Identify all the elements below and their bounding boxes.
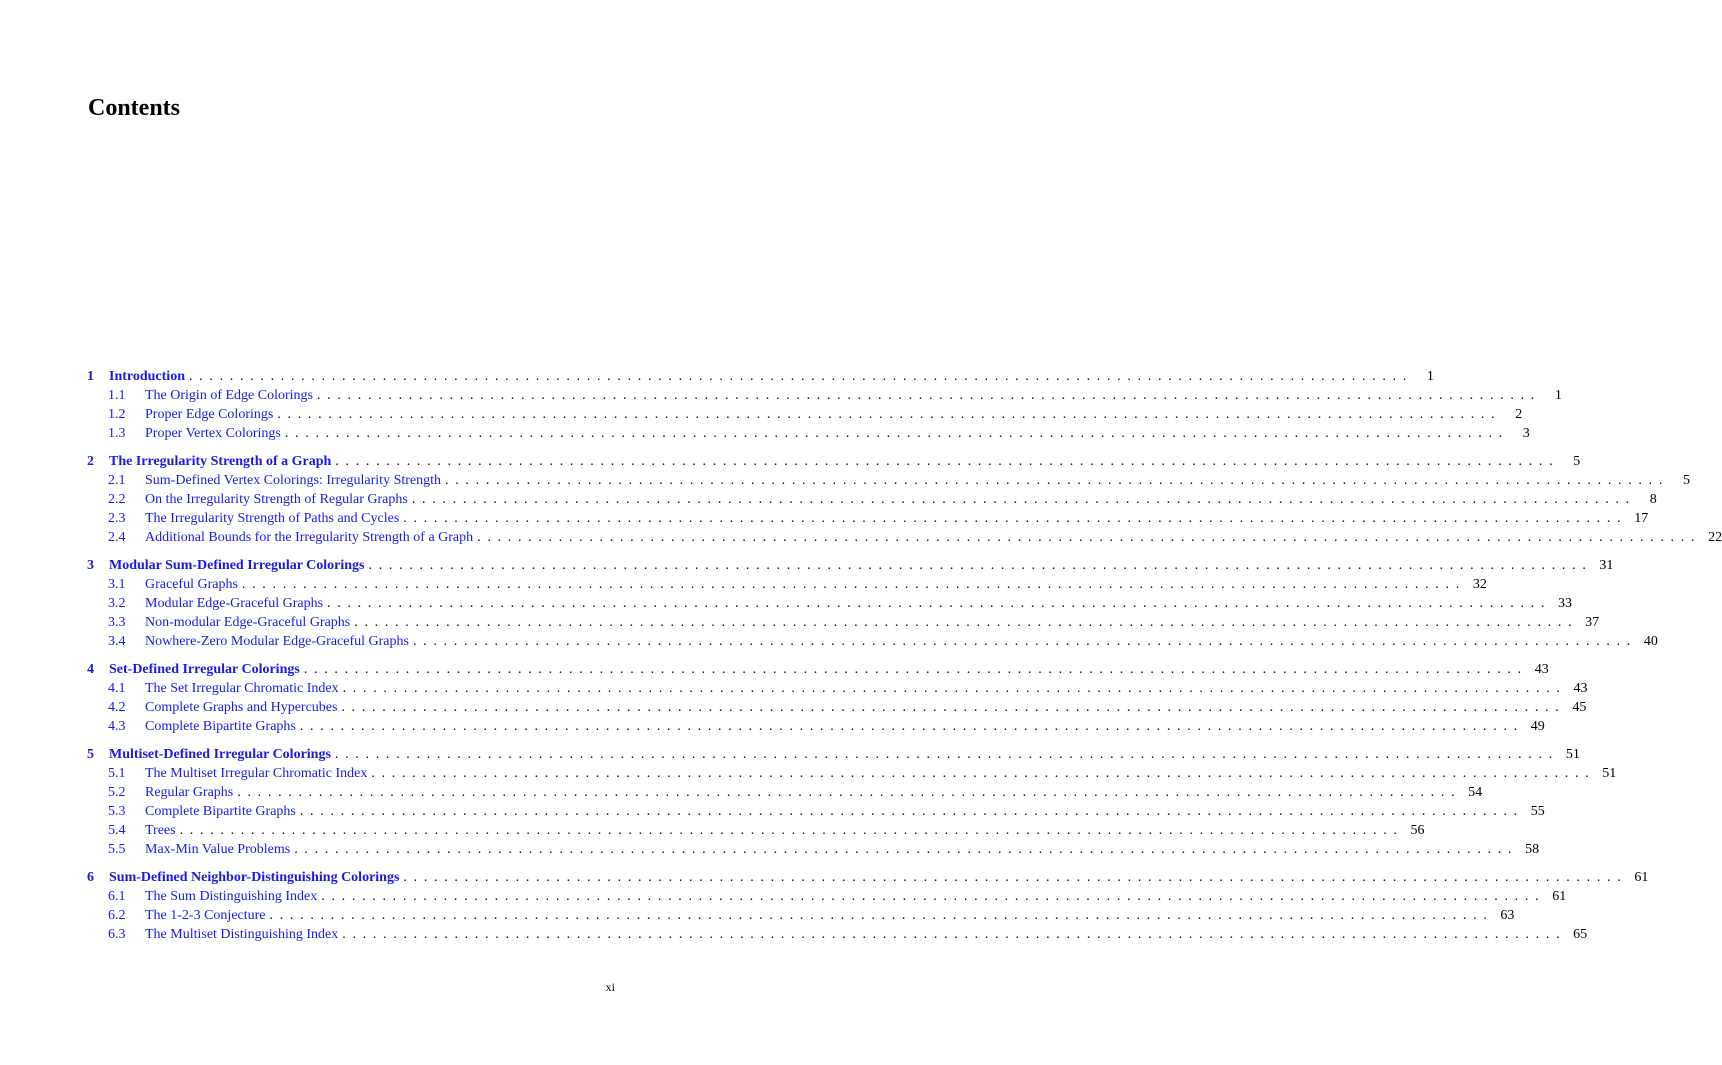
page-reference: 49 (1530, 719, 1545, 734)
dot-leader: . . . . . . . . . . . . . . . . . . . . . . . . . . . . . . . . . . . . . . . . . . . . . . . . . . . . . . . . . . . . . . . . . . . . . . . . . . . . . . . . . . . . . . . . . . . . . . . . . . . . . . . . . . . . . . . . . . . . . . . . (341, 700, 1561, 715)
section-title-link[interactable]: The Origin of Edge Colorings (145, 388, 313, 403)
toc-section-entry[interactable] (87, 821, 1425, 840)
section-title-link[interactable]: Proper Vertex Colorings (145, 426, 281, 441)
chapter-number: 1 (87, 369, 94, 384)
section-number: 6.1 (108, 889, 126, 904)
dot-leader: . . . . . . . . . . . . . . . . . . . . . . . . . . . . . . . . . . . . . . . . . . . . . . . . . . . . . . . . . . . . . . . . . . . . . . . . . . . . . . . . . . . . . . . . . . . . . . . . . . . . . . . . . . . . . . . . . . . . . . . . (327, 596, 1546, 611)
page-reference: 51 (1565, 747, 1580, 762)
dot-leader: . . . . . . . . . . . . . . . . . . . . . . . . . . . . . . . . . . . . . . . . . . . . . . . . . . . . . . . . . . . . . . . . . . . . . . . . . . . . . . . . . . . . . . . . . . . . . . . . . . . . . . . . . . . . . . . . . . . . . . . . (299, 804, 1519, 819)
toc-section-entry[interactable] (87, 679, 1588, 698)
dot-leader: . . . . . . . . . . . . . . . . . . . . . . . . . . . . . . . . . . . . . . . . . . . . . . . . . . . . . . . . . . . . . . . . . . . . . . . . . . . . . . . . . . . . . . . . . . . . . . . . . . . . . . . . . . . . . . . . . . . . . . . . (354, 615, 1574, 630)
page-title: Contents (88, 95, 181, 121)
page-reference: 54 (1468, 785, 1483, 800)
page-number: xi (605, 980, 615, 994)
chapter-number: 5 (87, 747, 94, 762)
section-number: 1.2 (108, 407, 126, 422)
toc-section-entry[interactable] (87, 764, 1617, 783)
page-reference: 56 (1410, 823, 1425, 838)
toc-chapter-entry[interactable] (87, 556, 1614, 575)
toc-section-entry[interactable] (87, 840, 1540, 859)
toc-section-entry[interactable] (87, 528, 1722, 547)
section-number: 6.2 (108, 908, 126, 923)
section-number: 1.3 (108, 426, 126, 441)
dot-leader: . . . . . . . . . . . . . . . . . . . . . . . . . . . . . . . . . . . . . . . . . . . . . . . . . . . . . . . . . . . . . . . . . . . . . . . . . . . . . . . . . . . . . . . . . . . . . . . . . . . . . . . . . . . . . . . . . . . . . . . . (269, 908, 1489, 923)
page-reference: 1 (1426, 369, 1434, 384)
dot-leader: . . . . . . . . . . . . . . . . . . . . . . . . . . . . . . . . . . . . . . . . . . . . . . . . . . . . . . . . . . . . . . . . . . . . . . . . . . . . . . . . . . . . . . . . . . . . . . . . . . . . . . . . . . . . . . . . . . . . . . . . (237, 785, 1457, 800)
toc-chapter-entry[interactable] (87, 660, 1549, 679)
dot-leader: . . . . . . . . . . . . . . . . . . . . . . . . . . . . . . . . . . . . . . . . . . . . . . . . . . . . . . . . . . . . . . . . . . . . . . . . . . . . . . . . . . . . . . . . . . . . . . . . . . . . . . . . . . . . . . . . . . . . . . . . (477, 530, 1697, 545)
section-title-link[interactable]: Sum-Defined Vertex Colorings: Irregularity Strength (145, 473, 442, 488)
page-reference: 43 (1573, 681, 1588, 696)
page-reference: 5 (1682, 473, 1690, 488)
dot-leader: . . . . . . . . . . . . . . . . . . . . . . . . . . . . . . . . . . . . . . . . . . . . . . . . . . . . . . . . . . . . . . . . . . . . . . . . . . . . . . . . . . . . . . . . . . . . . . . . . . . . . . . . . . . . . . . . . . . . . . . . (188, 369, 1408, 384)
section-title-link[interactable]: Proper Edge Colorings (145, 407, 274, 422)
section-number: 6.3 (108, 927, 126, 942)
section-title-link[interactable]: Complete Graphs and Hypercubes (145, 700, 338, 715)
chapter-number: 3 (87, 558, 94, 573)
section-number: 5.1 (108, 766, 126, 781)
section-number: 3.3 (108, 615, 126, 630)
section-number: 4.3 (108, 719, 126, 734)
section-title-link[interactable]: Regular Graphs (145, 785, 234, 800)
page-reference: 63 (1500, 908, 1515, 923)
section-number: 3.1 (108, 577, 126, 592)
page-reference: 55 (1530, 804, 1545, 819)
section-title-link[interactable]: Graceful Graphs (145, 577, 238, 592)
section-title-link[interactable]: The Multiset Distinguishing Index (145, 927, 339, 942)
toc-section-entry[interactable] (87, 575, 1487, 594)
section-title-link[interactable]: The 1-2-3 Conjecture (145, 908, 266, 923)
chapter-title-link[interactable]: Modular Sum-Defined Irregular Colorings (109, 558, 365, 573)
page-reference: 2 (1515, 407, 1523, 422)
page-reference: 1 (1554, 388, 1562, 403)
dot-leader: . . . . . . . . . . . . . . . . . . . . . . . . . . . . . . . . . . . . . . . . . . . . . . . . . . . . . . . . . . . . . . . . . . . . . . . . . . . . . . . . . . . . . . . . . . . . . . . . . . . . . . . . . . . . . . . . . . . . . . . . (179, 823, 1399, 838)
dot-leader: . . . . . . . . . . . . . . . . . . . . . . . . . . . . . . . . . . . . . . . . . . . . . . . . . . . . . . . . . . . . . . . . . . . . . . . . . . . . . . . . . . . . . . . . . . . . . . . . . . . . . . . . . . . . . . . . . . . . . . . . (277, 407, 1497, 422)
page-reference: 31 (1599, 558, 1614, 573)
dot-leader: . . . . . . . . . . . . . . . . . . . . . . . . . . . . . . . . . . . . . . . . . . . . . . . . . . . . . . . . . . . . . . . . . . . . . . . . . . . . . . . . . . . . . . . . . . . . . . . . . . . . . . . . . . . . . . . . . . . . . . . . (294, 842, 1514, 857)
dot-leader: . . . . . . . . . . . . . . . . . . . . . . . . . . . . . . . . . . . . . . . . . . . . . . . . . . . . . . . . . . . . . . . . . . . . . . . . . . . . . . . . . . . . . . . . . . . . . . . . . . . . . . . . . . . . . . . . . . . . . . . . (316, 388, 1536, 403)
toc-chapter-group (87, 868, 1649, 944)
dot-leader: . . . . . . . . . . . . . . . . . . . . . . . . . . . . . . . . . . . . . . . . . . . . . . . . . . . . . . . . . . . . . . . . . . . . . . . . . . . . . . . . . . . . . . . . . . . . . . . . . . . . . . . . . . . . . . . . . . . . . . . . (342, 681, 1562, 696)
section-title-link[interactable]: Non-modular Edge-Graceful Graphs (145, 615, 351, 630)
toc-chapter-group (87, 367, 1562, 443)
section-number: 2.4 (108, 530, 126, 545)
chapter-title-link[interactable]: Set-Defined Irregular Colorings (109, 662, 300, 677)
toc-section-entry[interactable] (87, 471, 1690, 490)
section-number: 2.3 (108, 511, 126, 526)
toc-section-entry[interactable] (87, 698, 1587, 717)
page-reference: 45 (1572, 700, 1587, 715)
chapter-number: 4 (87, 662, 94, 677)
toc-section-entry[interactable] (87, 925, 1588, 944)
page-reference: 8 (1649, 492, 1657, 507)
section-number: 3.2 (108, 596, 126, 611)
toc-chapter-group (87, 745, 1617, 859)
toc-section-entry[interactable] (87, 386, 1562, 405)
page-reference: 17 (1634, 511, 1649, 526)
toc-chapter-entry[interactable] (87, 452, 1581, 471)
dot-leader: . . . . . . . . . . . . . . . . . . . . . . . . . . . . . . . . . . . . . . . . . . . . . . . . . . . . . . . . . . . . . . . . . . . . . . . . . . . . . . . . . . . . . . . . . . . . . . . . . . . . . . . . . . . . . . . . . . . . . . . . (371, 766, 1591, 781)
section-title-link[interactable]: Modular Edge-Graceful Graphs (145, 596, 324, 611)
page-reference: 3 (1522, 426, 1530, 441)
page-reference: 58 (1525, 842, 1540, 857)
dot-leader: . . . . . . . . . . . . . . . . . . . . . . . . . . . . . . . . . . . . . . . . . . . . . . . . . . . . . . . . . . . . . . . . . . . . . . . . . . . . . . . . . . . . . . . . . . . . . . . . . . . . . . . . . . . . . . . . . . . . . . . . (342, 927, 1562, 942)
section-title-link[interactable]: Complete Bipartite Graphs (145, 804, 296, 819)
page-reference: 61 (1552, 889, 1567, 904)
section-number: 2.2 (108, 492, 126, 507)
section-number: 3.4 (108, 634, 126, 649)
section-title-link[interactable]: Complete Bipartite Graphs (145, 719, 296, 734)
page-reference: 32 (1472, 577, 1487, 592)
chapter-title-link[interactable]: The Irregularity Strength of a Graph (109, 454, 332, 469)
page-reference: 43 (1534, 662, 1549, 677)
toc-chapter-entry[interactable] (87, 367, 1434, 386)
dot-leader: . . . . . . . . . . . . . . . . . . . . . . . . . . . . . . . . . . . . . . . . . . . . . . . . . . . . . . . . . . . . . . . . . . . . . . . . . . . . . . . . . . . . . . . . . . . . . . . . . . . . . . . . . . . . . . . . . . . . . . . . (403, 870, 1623, 885)
section-title-link[interactable]: Trees (145, 823, 176, 838)
toc-section-entry[interactable] (87, 887, 1567, 906)
toc-chapter-group (87, 556, 1658, 651)
toc-chapter-entry[interactable] (87, 745, 1580, 764)
section-number: 5.5 (108, 842, 126, 857)
section-title-link[interactable]: Max-Min Value Problems (145, 842, 291, 857)
dot-leader: . . . . . . . . . . . . . . . . . . . . . . . . . . . . . . . . . . . . . . . . . . . . . . . . . . . . . . . . . . . . . . . . . . . . . . . . . . . . . . . . . . . . . . . . . . . . . . . . . . . . . . . . . . . . . . . . . . . . . . . . (412, 634, 1632, 649)
chapter-title-link[interactable]: Introduction (109, 369, 185, 384)
section-number: 2.1 (108, 473, 126, 488)
dot-leader: . . . . . . . . . . . . . . . . . . . . . . . . . . . . . . . . . . . . . . . . . . . . . . . . . . . . . . . . . . . . . . . . . . . . . . . . . . . . . . . . . . . . . . . . . . . . . . . . . . . . . . . . . . . . . . . . . . . . . . . . (403, 511, 1623, 526)
section-number: 1.1 (108, 388, 126, 403)
page-reference: 22 (1708, 530, 1722, 545)
chapter-number: 6 (87, 870, 94, 885)
dot-leader: . . . . . . . . . . . . . . . . . . . . . . . . . . . . . . . . . . . . . . . . . . . . . . . . . . . . . . . . . . . . . . . . . . . . . . . . . . . . . . . . . . . . . . . . . . . . . . . . . . . . . . . . . . . . . . . . . . . . . . . . (411, 492, 1631, 507)
toc-section-entry[interactable] (87, 717, 1545, 736)
section-title-link[interactable]: Nowhere-Zero Modular Edge-Graceful Graphs (145, 634, 409, 649)
toc-section-entry[interactable] (87, 906, 1515, 925)
toc-section-entry[interactable] (87, 490, 1657, 509)
dot-leader: . . . . . . . . . . . . . . . . . . . . . . . . . . . . . . . . . . . . . . . . . . . . . . . . . . . . . . . . . . . . . . . . . . . . . . . . . . . . . . . . . . . . . . . . . . . . . . . . . . . . . . . . . . . . . . . . . . . . . . . . (321, 889, 1541, 904)
section-title-link[interactable]: The Set Irregular Chromatic Index (145, 681, 339, 696)
toc-chapter-group (87, 452, 1722, 547)
toc-section-entry[interactable] (87, 632, 1658, 651)
chapter-title-link[interactable]: Sum-Defined Neighbor-Distinguishing Colorings (109, 870, 400, 885)
toc-section-entry[interactable] (87, 594, 1572, 613)
dot-leader: . . . . . . . . . . . . . . . . . . . . . . . . . . . . . . . . . . . . . . . . . . . . . . . . . . . . . . . . . . . . . . . . . . . . . . . . . . . . . . . . . . . . . . . . . . . . . . . . . . . . . . . . . . . . . . . . . . . . . . . . (445, 473, 1664, 488)
dot-leader: . . . . . . . . . . . . . . . . . . . . . . . . . . . . . . . . . . . . . . . . . . . . . . . . . . . . . . . . . . . . . . . . . . . . . . . . . . . . . . . . . . . . . . . . . . . . . . . . . . . . . . . . . . . . . . . . . . . . . . . . (303, 662, 1523, 677)
dot-leader: . . . . . . . . . . . . . . . . . . . . . . . . . . . . . . . . . . . . . . . . . . . . . . . . . . . . . . . . . . . . . . . . . . . . . . . . . . . . . . . . . . . . . . . . . . . . . . . . . . . . . . . . . . . . . . . . . . . . . . . . (241, 577, 1461, 592)
dot-leader: . . . . . . . . . . . . . . . . . . . . . . . . . . . . . . . . . . . . . . . . . . . . . . . . . . . . . . . . . . . . . . . . . . . . . . . . . . . . . . . . . . . . . . . . . . . . . . . . . . . . . . . . . . . . . . . . . . . . . . . . (335, 454, 1555, 469)
page-reference: 65 (1573, 927, 1588, 942)
toc-section-entry[interactable] (87, 783, 1483, 802)
section-number: 5.4 (108, 823, 126, 838)
dot-leader: . . . . . . . . . . . . . . . . . . . . . . . . . . . . . . . . . . . . . . . . . . . . . . . . . . . . . . . . . . . . . . . . . . . . . . . . . . . . . . . . . . . . . . . . . . . . . . . . . . . . . . . . . . . . . . . . . . . . . . . . (334, 747, 1554, 762)
toc-section-entry[interactable] (87, 405, 1523, 424)
page-reference: 40 (1643, 634, 1658, 649)
toc-section-entry[interactable] (87, 802, 1545, 821)
section-title-link[interactable]: On the Irregularity Strength of Regular Graphs (145, 492, 408, 507)
dot-leader: . . . . . . . . . . . . . . . . . . . . . . . . . . . . . . . . . . . . . . . . . . . . . . . . . . . . . . . . . . . . . . . . . . . . . . . . . . . . . . . . . . . . . . . . . . . . . . . . . . . . . . . . . . . . . . . . . . . . . . . . (368, 558, 1588, 573)
page-reference: 61 (1634, 870, 1649, 885)
section-number: 4.2 (108, 700, 126, 715)
dot-leader: . . . . . . . . . . . . . . . . . . . . . . . . . . . . . . . . . . . . . . . . . . . . . . . . . . . . . . . . . . . . . . . . . . . . . . . . . . . . . . . . . . . . . . . . . . . . . . . . . . . . . . . . . . . . . . . . . . . . . . . . (299, 719, 1519, 734)
chapter-number: 2 (87, 454, 94, 469)
toc-chapter-entry[interactable] (87, 868, 1649, 887)
section-number: 5.3 (108, 804, 126, 819)
toc-section-entry[interactable] (87, 613, 1600, 632)
chapter-title-link[interactable]: Multiset-Defined Irregular Colorings (109, 747, 331, 762)
page-reference: 5 (1573, 454, 1581, 469)
toc-section-entry[interactable] (87, 509, 1649, 528)
section-title-link[interactable]: The Irregularity Strength of Paths and Cycles (145, 511, 400, 526)
section-title-link[interactable]: The Sum Distinguishing Index (145, 889, 318, 904)
section-title-link[interactable]: Additional Bounds for the Irregularity Strength of a Graph (145, 530, 474, 545)
toc-section-entry[interactable] (87, 424, 1530, 443)
page-reference: 51 (1602, 766, 1617, 781)
dot-leader: . . . . . . . . . . . . . . . . . . . . . . . . . . . . . . . . . . . . . . . . . . . . . . . . . . . . . . . . . . . . . . . . . . . . . . . . . . . . . . . . . . . . . . . . . . . . . . . . . . . . . . . . . . . . . . . . . . . . . . . . (284, 426, 1504, 441)
page-reference: 33 (1557, 596, 1572, 611)
section-number: 4.1 (108, 681, 126, 696)
toc-chapter-group (87, 660, 1588, 736)
page-reference: 37 (1585, 615, 1600, 630)
section-title-link[interactable]: The Multiset Irregular Chromatic Index (145, 766, 368, 781)
section-number: 5.2 (108, 785, 126, 800)
table-of-contents (87, 367, 1722, 953)
